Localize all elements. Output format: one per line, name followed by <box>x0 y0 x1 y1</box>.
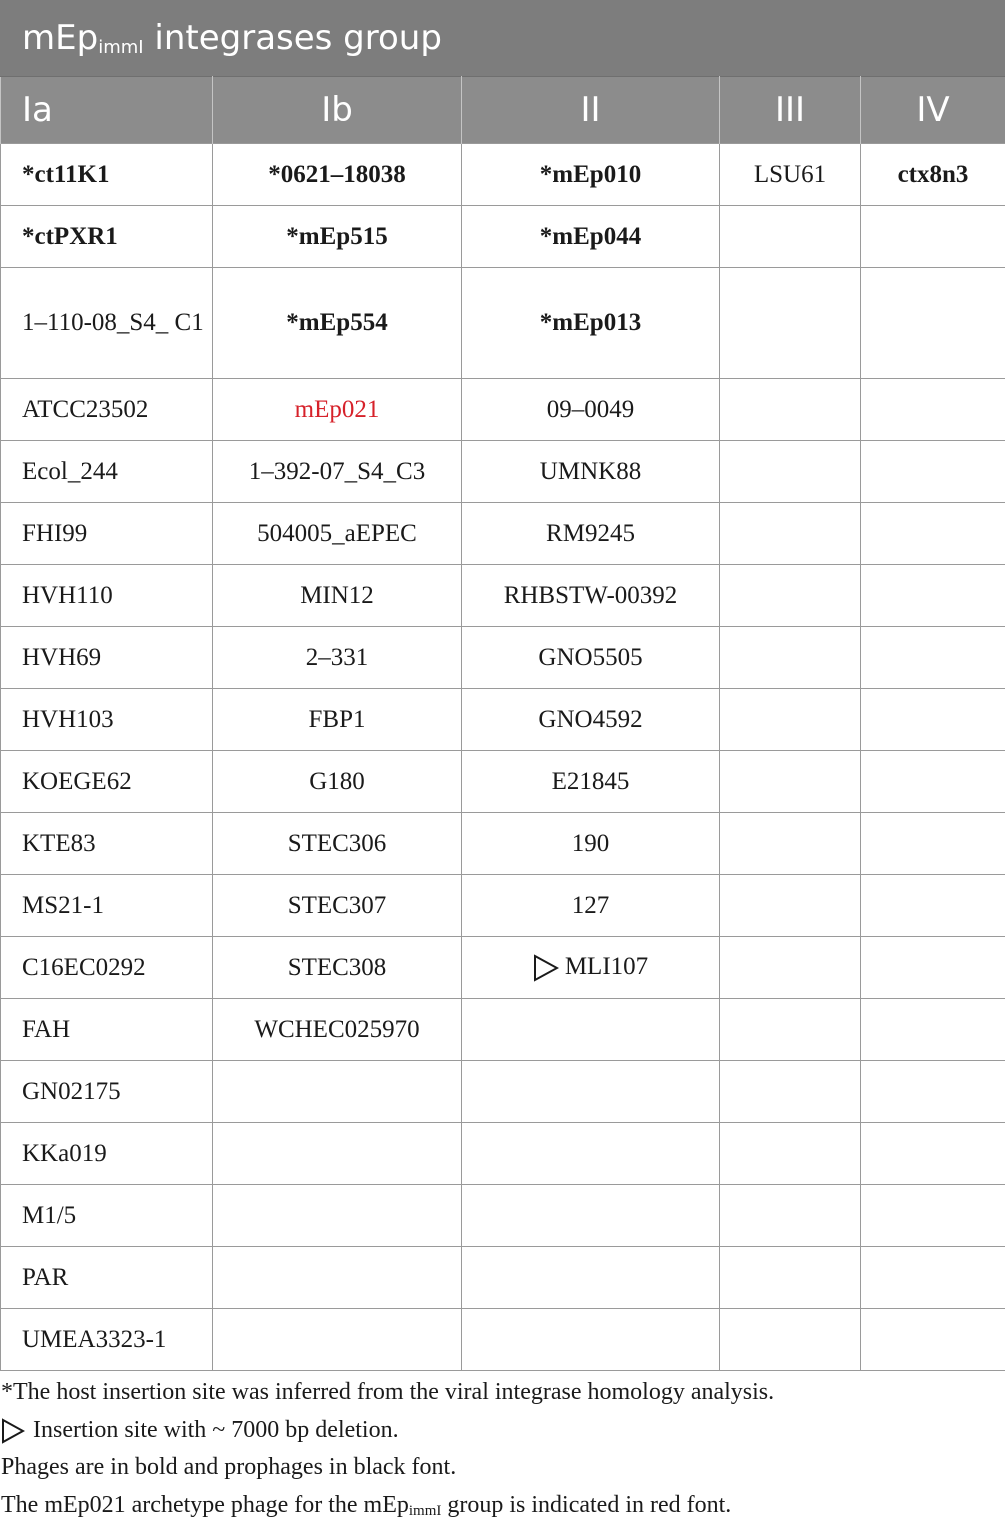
cell-ib <box>213 813 462 875</box>
cell-ii <box>462 1309 720 1371</box>
cell-iv <box>861 875 1005 937</box>
cell-iv <box>861 1061 1005 1123</box>
cell-text: *ctPXR1 <box>22 223 118 250</box>
cell-iv <box>861 1309 1005 1371</box>
cell-ia <box>1 1185 213 1247</box>
cell-ii <box>462 206 720 268</box>
cell-ib <box>213 268 462 379</box>
table-row <box>1 999 1005 1061</box>
footnote-red-suffix: group is indicated in red font. <box>441 1492 731 1518</box>
header-iii: III <box>720 77 861 144</box>
cell-iv <box>861 565 1005 627</box>
cell-ib <box>213 937 462 999</box>
cell-ia <box>1 1123 213 1185</box>
cell-text: UMEA3323-1 <box>22 1326 166 1353</box>
cell-text: STEC307 <box>288 892 387 919</box>
title-prefix: mEp <box>22 18 98 58</box>
cell-ib <box>213 1309 462 1371</box>
cell-text: FHI99 <box>22 520 87 547</box>
cell-text: STEC308 <box>288 954 387 981</box>
cell-text: RM9245 <box>546 520 635 547</box>
cell-text: GNO4592 <box>538 706 642 733</box>
cell-iii <box>720 1061 861 1123</box>
cell-ii <box>462 999 720 1061</box>
cell-iv <box>861 441 1005 503</box>
cell-ia <box>1 689 213 751</box>
footnote-triangle <box>1 1412 1001 1450</box>
cell-iii <box>720 1309 861 1371</box>
cell-iv <box>861 1185 1005 1247</box>
cell-iv <box>861 206 1005 268</box>
cell-ii <box>462 565 720 627</box>
cell-ib <box>213 999 462 1061</box>
table-row <box>1 1123 1005 1185</box>
table-title <box>0 0 1005 76</box>
cell-text: PAR <box>22 1264 68 1291</box>
cell-text: MLI107 <box>565 953 648 980</box>
header-row <box>1 77 1005 144</box>
title-subscript: immI <box>98 37 143 58</box>
cell-ib <box>213 379 462 441</box>
cell-text: WCHEC025970 <box>254 1016 419 1043</box>
cell-ia <box>1 1247 213 1309</box>
cell-text: KOEGE62 <box>22 768 132 795</box>
cell-iii <box>720 268 861 379</box>
header-ib: Ib <box>213 77 462 144</box>
cell-ii <box>462 813 720 875</box>
cell-text: Ecol_244 <box>22 458 118 485</box>
cell-text: 09–0049 <box>547 396 635 423</box>
cell-iv <box>861 813 1005 875</box>
cell-ia <box>1 144 213 206</box>
title-suffix: integrases group <box>144 18 442 58</box>
footnote-red <box>1 1487 1001 1530</box>
cell-iv <box>861 627 1005 689</box>
cell-text: UMNK88 <box>540 458 641 485</box>
cell-ia <box>1 875 213 937</box>
cell-iv <box>861 751 1005 813</box>
cell-ii <box>462 751 720 813</box>
cell-text: 190 <box>572 830 610 857</box>
cell-text: E21845 <box>552 768 630 795</box>
table-row <box>1 268 1005 379</box>
triangle-outline-icon <box>1 1418 25 1444</box>
cell-text: HVH69 <box>22 644 101 671</box>
cell-text: C16EC0292 <box>22 954 146 981</box>
cell-text: G180 <box>309 768 365 795</box>
cell-ia <box>1 627 213 689</box>
cell-text: 1–110-08_S4_ C1 <box>22 309 204 336</box>
cell-text: *ct11K1 <box>22 161 110 188</box>
cell-ib <box>213 441 462 503</box>
header-iv: IV <box>861 77 1005 144</box>
integrase-table <box>0 76 1005 1371</box>
cell-ii <box>462 1185 720 1247</box>
cell-ia <box>1 379 213 441</box>
cell-ia <box>1 206 213 268</box>
cell-iii <box>720 999 861 1061</box>
table-row <box>1 751 1005 813</box>
cell-iv <box>861 379 1005 441</box>
cell-ib <box>213 565 462 627</box>
header-ia: Ia <box>1 77 213 144</box>
cell-iii <box>720 1185 861 1247</box>
table-row <box>1 689 1005 751</box>
cell-text: 127 <box>572 892 610 919</box>
cell-ia <box>1 937 213 999</box>
cell-text: GNO5505 <box>538 644 642 671</box>
cell-text: *mEp010 <box>540 161 641 188</box>
cell-text: 2–331 <box>306 644 369 671</box>
cell-ib <box>213 1123 462 1185</box>
footnote-asterisk: *The host insertion site was inferred from the viral integrase homology analysis. <box>1 1374 1001 1412</box>
footnote-red-subscript: immI <box>409 1503 442 1519</box>
cell-ib <box>213 1185 462 1247</box>
cell-ia <box>1 751 213 813</box>
cell-ib <box>213 875 462 937</box>
cell-text: 504005_aEPEC <box>257 520 417 547</box>
cell-iii <box>720 751 861 813</box>
cell-text: GN02175 <box>22 1078 121 1105</box>
cell-text: MIN12 <box>300 582 374 609</box>
cell-text: FAH <box>22 1016 70 1043</box>
cell-iii <box>720 379 861 441</box>
cell-iii <box>720 441 861 503</box>
cell-iii <box>720 689 861 751</box>
cell-ii <box>462 1061 720 1123</box>
cell-iv <box>861 268 1005 379</box>
cell-iv <box>861 999 1005 1061</box>
table-row <box>1 937 1005 999</box>
cell-ii <box>462 689 720 751</box>
cell-text: RHBSTW-00392 <box>504 582 678 609</box>
table-body <box>1 144 1005 1371</box>
table-row <box>1 1061 1005 1123</box>
table-row <box>1 379 1005 441</box>
cell-ii <box>462 1123 720 1185</box>
cell-ia <box>1 813 213 875</box>
cell-iv <box>861 937 1005 999</box>
cell-ib <box>213 144 462 206</box>
cell-text: *mEp554 <box>286 309 387 336</box>
cell-iii <box>720 937 861 999</box>
cell-ib <box>213 689 462 751</box>
cell-ia <box>1 441 213 503</box>
cell-ii <box>462 379 720 441</box>
table-row <box>1 144 1005 206</box>
cell-ib <box>213 751 462 813</box>
cell-iv <box>861 1123 1005 1185</box>
cell-ii <box>462 627 720 689</box>
cell-ib <box>213 627 462 689</box>
cell-text: ATCC23502 <box>22 396 148 423</box>
cell-ib <box>213 206 462 268</box>
cell-ia <box>1 1309 213 1371</box>
cell-ia <box>1 268 213 379</box>
cell-text: LSU61 <box>754 161 826 188</box>
cell-iii <box>720 503 861 565</box>
cell-ii <box>462 503 720 565</box>
cell-ia <box>1 999 213 1061</box>
cell-text: MS21-1 <box>22 892 104 919</box>
footnotes <box>1 1374 1001 1530</box>
cell-text: M1/5 <box>22 1202 76 1229</box>
header-ii: II <box>462 77 720 144</box>
cell-text: HVH103 <box>22 706 114 733</box>
cell-text: STEC306 <box>288 830 387 857</box>
footnote-red-prefix: The mEp021 archetype phage for the mEp <box>1 1492 409 1518</box>
table-row <box>1 1247 1005 1309</box>
table-row <box>1 875 1005 937</box>
cell-ii <box>462 441 720 503</box>
cell-iv <box>861 1247 1005 1309</box>
cell-ii <box>462 937 720 999</box>
cell-text: KTE83 <box>22 830 96 857</box>
cell-text: HVH110 <box>22 582 113 609</box>
cell-text: KKa019 <box>22 1140 107 1167</box>
cell-ia <box>1 1061 213 1123</box>
cell-ib <box>213 503 462 565</box>
cell-iii <box>720 144 861 206</box>
cell-ib <box>213 1061 462 1123</box>
table-row <box>1 441 1005 503</box>
cell-ia <box>1 503 213 565</box>
cell-ia <box>1 565 213 627</box>
table-row <box>1 813 1005 875</box>
footnote-triangle-text: Insertion site with ~ 7000 bp deletion. <box>33 1417 399 1443</box>
cell-iii <box>720 1123 861 1185</box>
cell-iii <box>720 1247 861 1309</box>
cell-iv <box>861 144 1005 206</box>
table-row <box>1 627 1005 689</box>
cell-text: ctx8n3 <box>898 161 969 188</box>
cell-text: *mEp044 <box>540 223 641 250</box>
cell-text: FBP1 <box>309 706 366 733</box>
table-row <box>1 503 1005 565</box>
cell-iii <box>720 813 861 875</box>
table-row <box>1 1309 1005 1371</box>
cell-ii <box>462 1247 720 1309</box>
table-row <box>1 206 1005 268</box>
cell-iii <box>720 875 861 937</box>
table-row <box>1 1185 1005 1247</box>
cell-iii <box>720 565 861 627</box>
triangle-outline-icon <box>533 954 559 982</box>
cell-text: 1–392-07_S4_C3 <box>249 458 425 485</box>
cell-text: mEp021 <box>295 396 380 423</box>
cell-iv <box>861 689 1005 751</box>
cell-ib <box>213 1247 462 1309</box>
cell-ii <box>462 144 720 206</box>
cell-text: *mEp013 <box>540 309 641 336</box>
cell-iv <box>861 503 1005 565</box>
cell-ii <box>462 875 720 937</box>
cell-iii <box>720 627 861 689</box>
cell-ii <box>462 268 720 379</box>
cell-text: *mEp515 <box>286 223 387 250</box>
cell-text: *0621–18038 <box>268 161 406 188</box>
cell-iii <box>720 206 861 268</box>
table-row <box>1 565 1005 627</box>
footnote-bold: Phages are in bold and prophages in black font. <box>1 1449 1001 1487</box>
